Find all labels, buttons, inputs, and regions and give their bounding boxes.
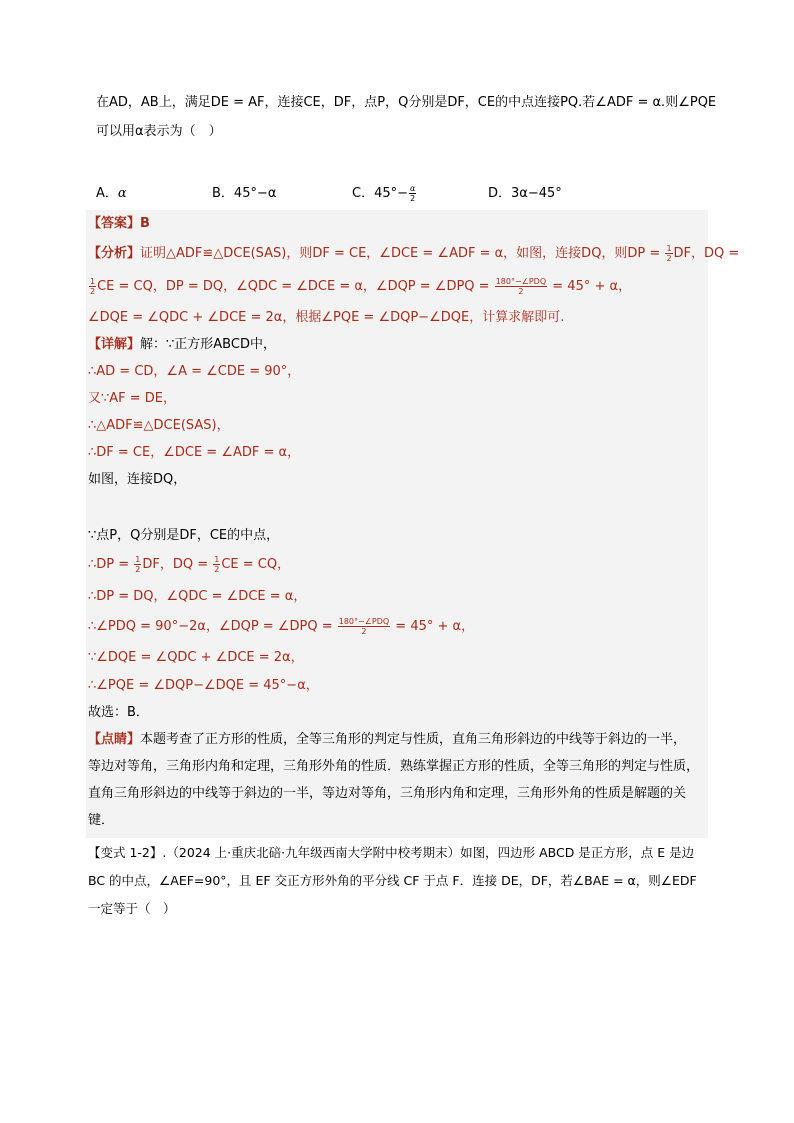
answer-value: B xyxy=(140,216,150,231)
analysis-line-2: $\frac{1}{2}$ CE = CQ，DP = DQ，∠QDC = ∠DCE = α，∠DQP = ∠DPQ = $\frac{\text{180°−∠PDQ}}{2}$ = 45° + α， xyxy=(90,277,632,296)
comment-line-3: 直角三角形斜边的中线等于斜边的一半，等边对等角，三角形内角和定理，三角形外角的性质是解题的关 xyxy=(88,786,687,801)
variant-line-2: BC 的中点，∠AEF=90°，且 EF 交正方形外角的平分线 CF 于点 F．连接 DE，DF，若∠BAE = α，则∠EDF xyxy=(88,873,697,888)
analysis-line-1: 【分析】证明△ADF≌△DCE(SAS)，则DF = CE，∠DCE = ∠ADF = α，如图，连接DQ，则DP = $\frac{1}{2}$ DF，DQ = xyxy=(88,244,740,263)
detail-line-11: ∵∠DQE = ∠QDC + ∠DCE = 2α， xyxy=(88,650,304,665)
detail-line-9: ∴DP = DQ，∠QDC = ∠DCE = α， xyxy=(88,589,307,604)
answer-line xyxy=(88,214,150,234)
fraction: $\frac{\text{180°−∠PDQ}}{2}$ xyxy=(495,277,547,296)
detail-line-12: ∴∠PQE = ∠DQP−∠DQE = 45°−α， xyxy=(88,678,319,693)
fraction: $\frac{\alpha}{2}$ xyxy=(410,184,416,203)
variant-line-3: 一定等于（ ） xyxy=(88,901,176,916)
option-a: A．α xyxy=(96,186,127,201)
detail-line-1: 【详解】解：∵正方形ABCD中， xyxy=(88,337,276,352)
option-b: B．45°−α xyxy=(212,186,277,201)
detail-line-13: 故选：B． xyxy=(88,705,149,720)
question-line-1: 在AD，AB上，满足DE = AF，连接CE，DF，点P，Q分别是DF，CE的中点连接PQ.若∠ADF = α.则∠PQE xyxy=(96,95,717,110)
comment-line-4: 键． xyxy=(88,813,115,828)
analysis-line-3: ∠DQE = ∠QDC + ∠DCE = 2α，根据∠PQE = ∠DQP−∠DQE，计算求解即可. xyxy=(88,310,565,325)
detail-line-7: ∵点P，Q分别是DF，CE的中点， xyxy=(88,528,280,543)
option-d: D．3α−45° xyxy=(488,186,562,201)
detail-line-2: ∴AD = CD，∠A = ∠CDE = 90°， xyxy=(88,364,301,379)
detail-line-6: 如图，连接DQ， xyxy=(88,472,187,487)
detail-line-8: ∴DP = $\frac{1}{2}$ DF，DQ = $\frac{1}{2}$ CE = CQ， xyxy=(88,555,291,574)
fraction: $\frac{1}{2}$ xyxy=(135,555,141,574)
detail-line-10: ∴∠PDQ = 90°−2α，∠DQP = ∠DPQ = $\frac{\text{180°−∠PDQ}}{2}$ = 45° + α， xyxy=(88,617,475,636)
variant-line-1: 【变式 1-2】.（2024 上·重庆北碚·九年级西南大学附中校考期末）如图，四边形 ABCD 是正方形，点 E 是边 xyxy=(88,845,695,860)
comment-line-2: 等边对等角，三角形内角和定理，三角形外角的性质．熟练掌握正方形的性质，全等三角形的判定与性质， xyxy=(88,759,700,774)
question-line-2: 可以用α表示为（ ） xyxy=(96,124,222,139)
comment-line-1: 【点睛】本题考查了正方形的性质，全等三角形的判定与性质，直角三角形斜边的中线等于斜边的一半， xyxy=(88,732,687,747)
detail-line-5: ∴DF = CE，∠DCE = ∠ADF = α， xyxy=(88,445,301,460)
option-c: C．45°− $\frac{\alpha}{2}$ xyxy=(352,184,416,203)
answer-tag: 【答案】 xyxy=(88,216,141,231)
detail-line-3: 又∵AF = DE， xyxy=(88,391,177,406)
fraction: $\frac{1}{2}$ xyxy=(214,555,220,574)
detail-line-4: ∴△ADF≌△DCE(SAS)， xyxy=(88,418,230,433)
fraction: $\frac{1}{2}$ xyxy=(666,244,672,263)
fraction: $\frac{\text{180°−∠PDQ}}{2}$ xyxy=(338,617,390,636)
fraction: $\frac{1}{2}$ xyxy=(90,277,96,296)
